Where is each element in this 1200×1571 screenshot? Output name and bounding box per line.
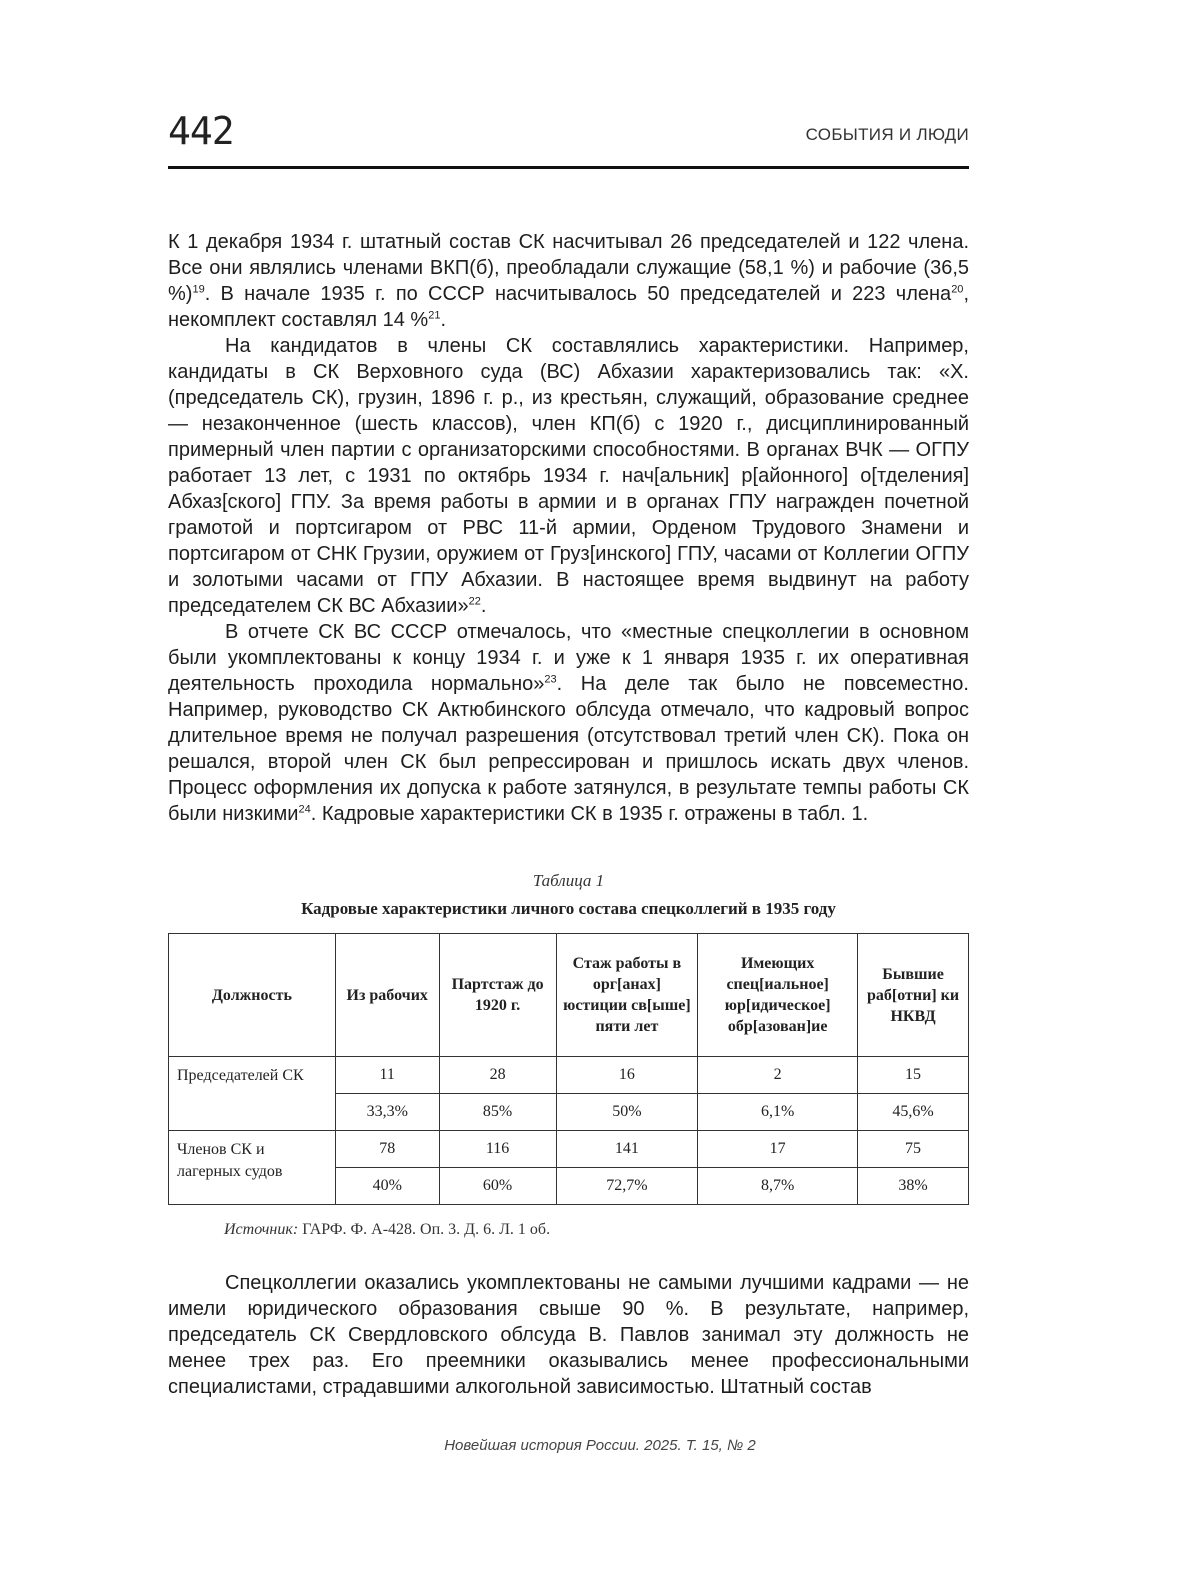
column-header: Бывшие раб[отни] ки НКВД — [858, 934, 969, 1057]
paragraph-4 — [168, 1270, 969, 1400]
paragraph-3 — [168, 619, 969, 827]
running-head: СОБЫТИЯ И ЛЮДИ — [805, 125, 969, 144]
row-header: Членов СК и лагерных судов — [169, 1131, 336, 1205]
body-text-upper — [168, 229, 969, 827]
table-cell: 60% — [439, 1168, 556, 1205]
table-row — [169, 1131, 969, 1168]
para3-text-1: В отчете СК ВС СССР отмечалось, что «местные спецколлегии в основном были укомплектованы к концу 1934 г. и уже к 1 января 1935 г. их оперативная деятельность проходила нормально» — [168, 621, 969, 695]
journal-footer: Новейшая история России. 2025. Т. 15, № 2 — [444, 1437, 756, 1454]
table-cell: 50% — [556, 1094, 698, 1131]
para3-text-2: . На деле так было не повсеместно. Например, руководство СК Актюбинского облсуда отмечало, что кадровый вопрос длительное время не получал разрешения (отсутствовал третий член СК). Пока он решался, второй член СК был репрессирован и пришлось искать двух членов. Процесс оформления их допуска к работе затянулся, в результате темпы работы СК были низкими — [168, 673, 969, 825]
table-header-row — [169, 934, 969, 1057]
table-block — [168, 870, 969, 1205]
table-label: Таблица 1 — [532, 871, 605, 890]
para2-text-2: . — [480, 595, 487, 617]
table-cell: 15 — [858, 1057, 969, 1094]
header-rule — [168, 166, 969, 169]
table-cell: 17 — [698, 1131, 858, 1168]
staff-table — [168, 933, 969, 1205]
page-header — [168, 108, 969, 170]
para1-text-4: . — [440, 309, 447, 331]
para4-text-1: Спецколлегии оказались укомплектованы не самыми лучшими кадрами — не имели юридического образования свыше 90 %. В результате, например, председатель СК Свердловского облсуда В. Павлов занимал эту должность не менее трех раз. Его преемники оказывались менее профессиональными специалистами, страдавшими алкогольной зависимостью. Штатный состав — [168, 1272, 969, 1398]
table-source — [224, 1219, 550, 1241]
body-text-lower — [168, 1270, 969, 1400]
column-header: Партстаж до 1920 г. — [439, 934, 556, 1057]
paragraph-2 — [168, 333, 969, 619]
para3-text-3: . Кадровые характеристики СК в 1935 г. отражены в табл. 1. — [310, 803, 869, 825]
column-header: Из рабочих — [335, 934, 439, 1057]
table-cell: 28 — [439, 1057, 556, 1094]
table-title: Кадровые характеристики личного состава спецколлегий в 1935 году — [301, 899, 836, 918]
table-cell: 16 — [556, 1057, 698, 1094]
para1-text-3: , некомплект составлял 14 % — [168, 283, 969, 331]
table-cell: 85% — [439, 1094, 556, 1131]
table-cell: 116 — [439, 1131, 556, 1168]
table-cell: 11 — [335, 1057, 439, 1094]
page-number: 442 — [168, 109, 234, 153]
paragraph-1 — [168, 229, 969, 333]
para1-text-1: К 1 декабря 1934 г. штатный состав СК насчитывал 26 председателей и 122 члена. Все они являлись членами ВКП(б), преобладали служащие (58,1 %) и рабочие (36,5 %) — [168, 231, 969, 305]
table-cell: 141 — [556, 1131, 698, 1168]
column-header: Стаж работы в орг[анах] юстиции св[ыше] пяти лет — [556, 934, 698, 1057]
source-text: ГАРФ. Ф. А-428. Оп. 3. Д. 6. Л. 1 об. — [298, 1221, 551, 1238]
table-cell: 45,6% — [858, 1094, 969, 1131]
table-cell: 75 — [858, 1131, 969, 1168]
column-header: Имеющих спец[иальное] юр[идическое] обр[азован]ие — [698, 934, 858, 1057]
footnote-ref-23[interactable]: 23 — [544, 673, 557, 686]
row-header: Председателей СК — [169, 1057, 336, 1131]
footnote-ref-24[interactable]: 24 — [298, 803, 311, 816]
table-row — [169, 1057, 969, 1094]
column-header: Должность — [169, 934, 336, 1057]
table-cell: 78 — [335, 1131, 439, 1168]
table-cell: 38% — [858, 1168, 969, 1205]
footnote-ref-21[interactable]: 21 — [428, 309, 441, 322]
para2-text-1: На кандидатов в члены СК составлялись характеристики. Например, кандидаты в СК Верховного суда (ВС) Абхазии характеризовались так: «Х. (председатель СК), грузин, 1896 г. р., из крестьян, служащий, образование среднее — незаконченное (шесть классов), член КП(б) с 1920 г., дисциплинированный примерный член партии с организаторскими способностями. В органах ВЧК — ОГПУ работает 13 лет, с 1931 по октябрь 1934 г. нач[альник] р[айонного] о[тделения] Абхаз[ского] ГПУ. За время работы в армии и в органах ГПУ награжден почетной грамотой и портсигаром от РВС 11-й армии, Орденом Трудового Знамени и портсигаром от СНК Грузии, оружием от Груз[инского] ГПУ, часами от Коллегии ОГПУ и золотыми часами от ГПУ Абхазии. В настоящее время выдвинут на работу председателем СК ВС Абхазии» — [168, 335, 969, 617]
table-cell: 72,7% — [556, 1168, 698, 1205]
footnote-ref-19[interactable]: 19 — [192, 283, 205, 296]
source-label: Источник: — [224, 1221, 299, 1238]
table-cell: 2 — [698, 1057, 858, 1094]
footnote-ref-22[interactable]: 22 — [468, 595, 481, 608]
para1-text-2: . В начале 1935 г. по СССР насчитывалось 50 председателей и 223 члена — [204, 283, 952, 305]
table-cell: 33,3% — [335, 1094, 439, 1131]
table-cell: 40% — [335, 1168, 439, 1205]
table-cell: 6,1% — [698, 1094, 858, 1131]
footnote-ref-20[interactable]: 20 — [951, 283, 964, 296]
table-cell: 8,7% — [698, 1168, 858, 1205]
